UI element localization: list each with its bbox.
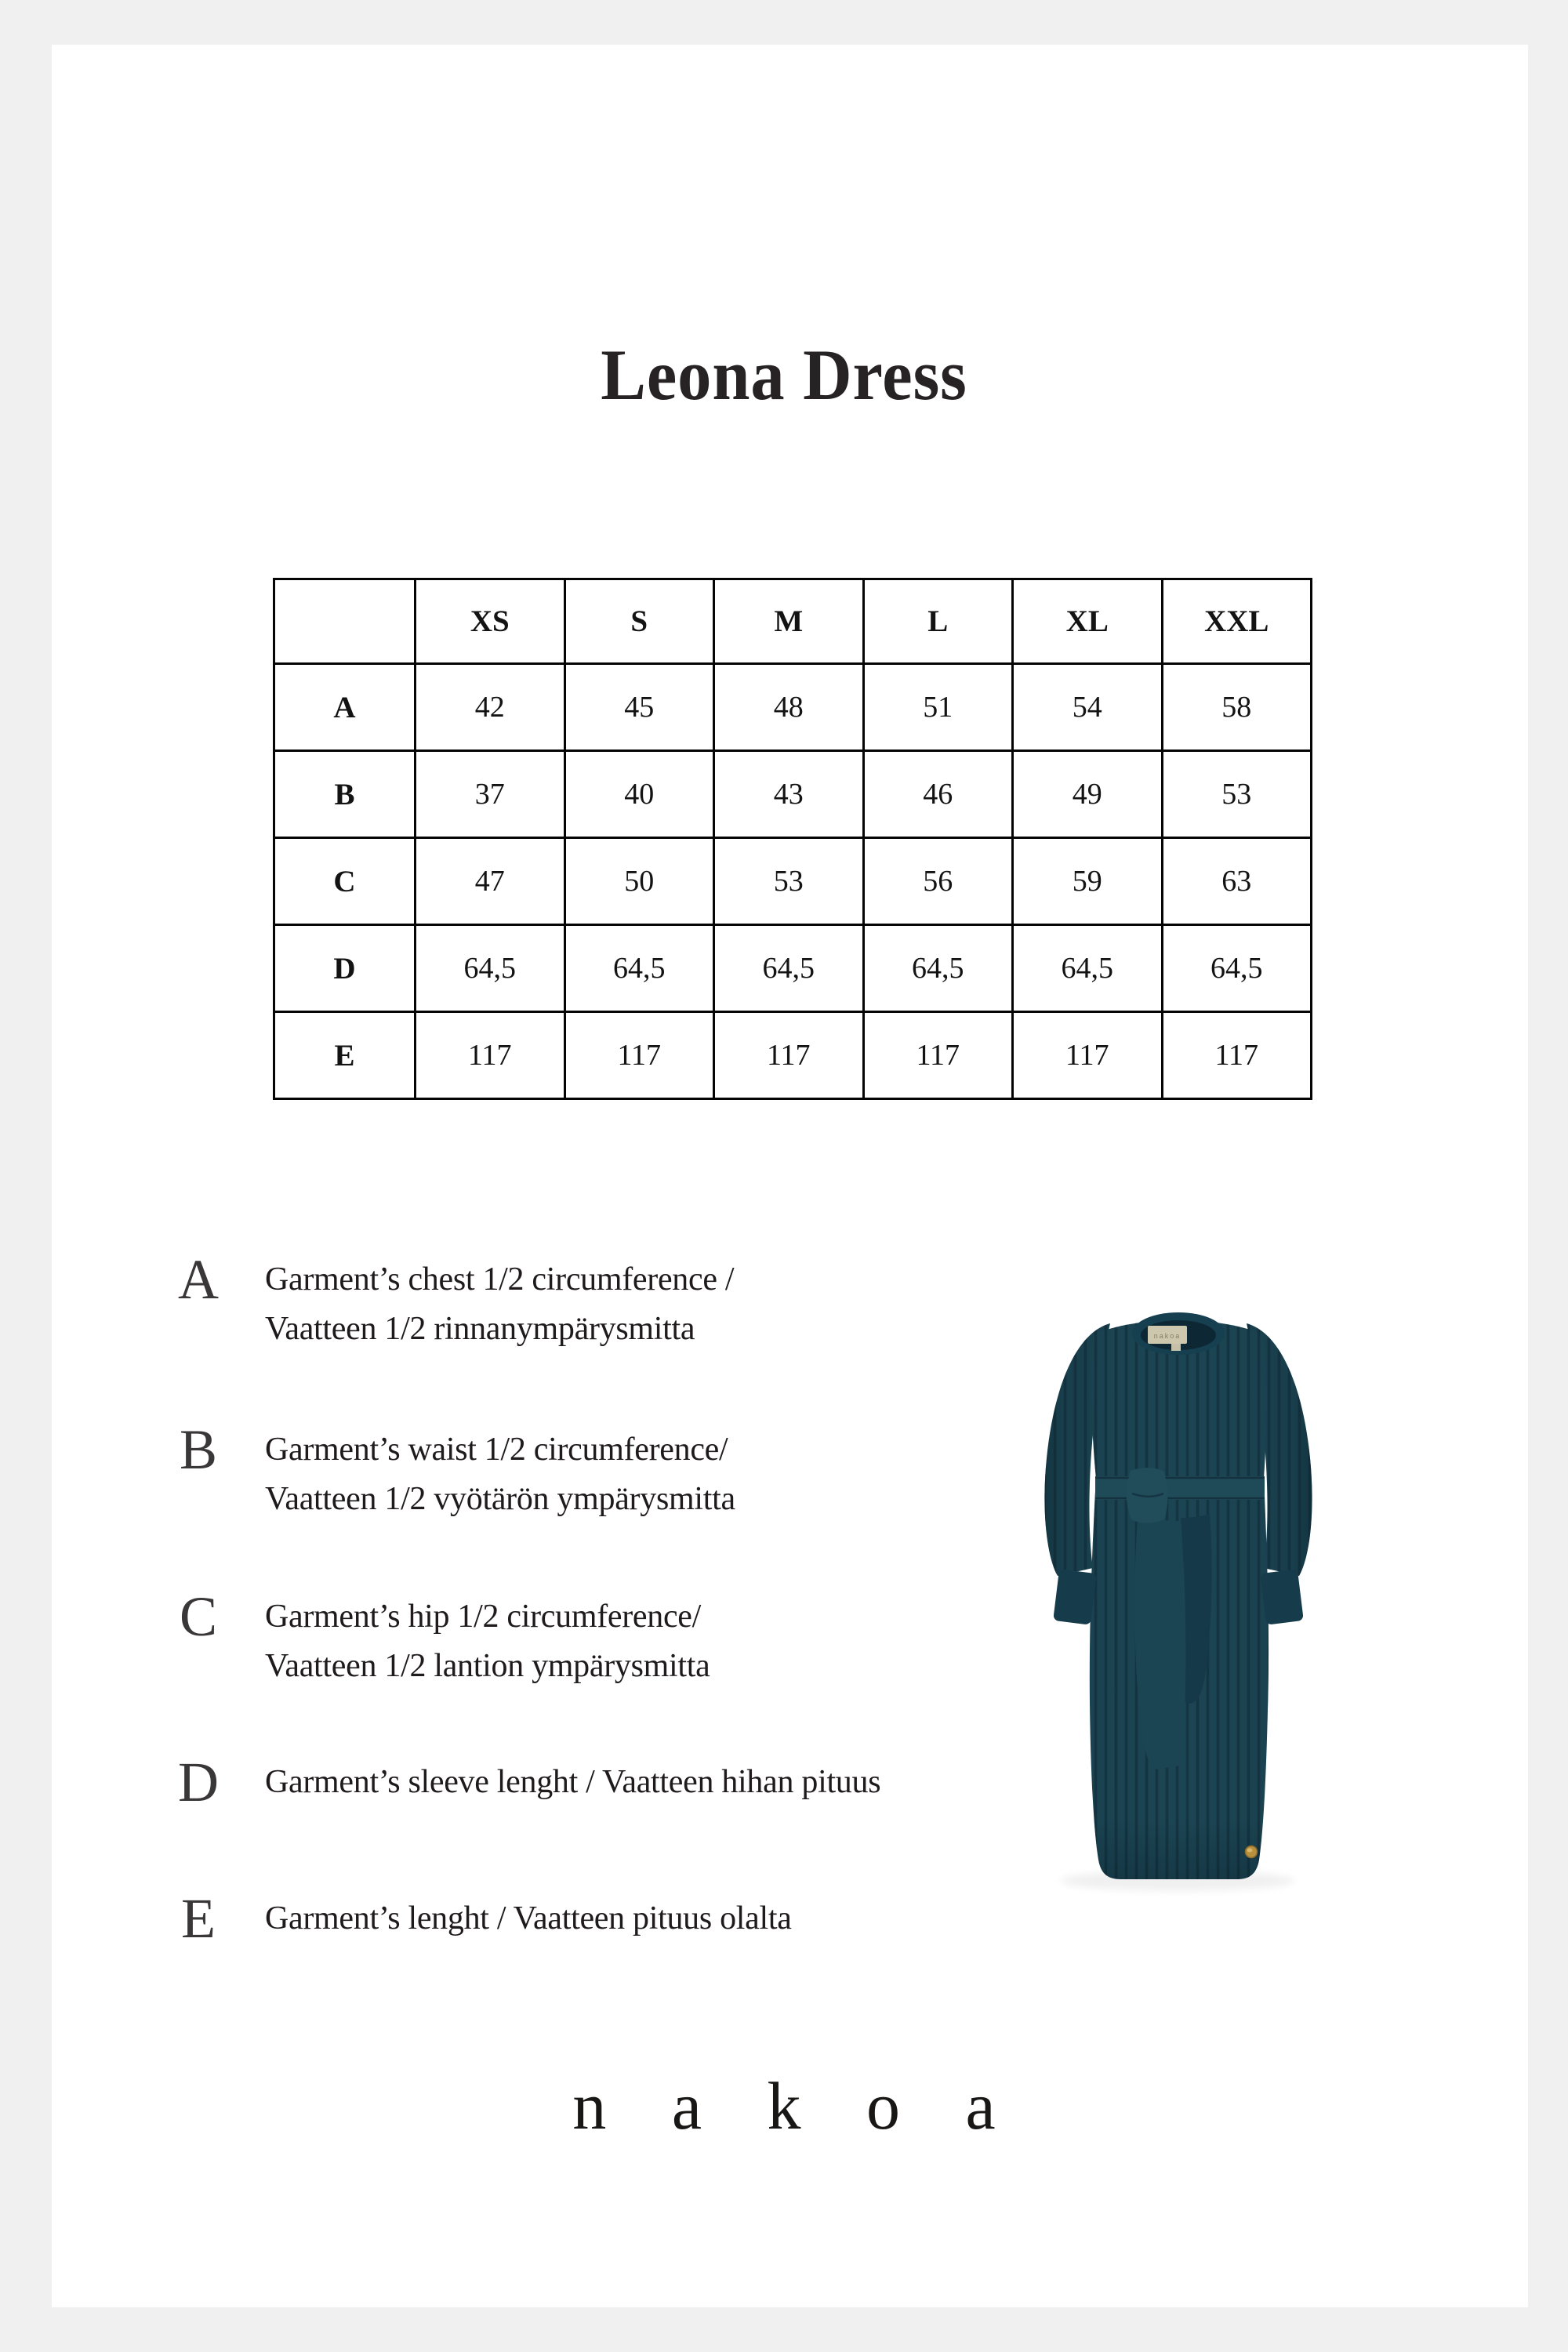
legend-letter: A	[178, 1248, 219, 1311]
size-value-cell: 51	[863, 664, 1013, 751]
legend-item-c	[161, 1585, 710, 1691]
size-value-cell: 64,5	[863, 925, 1013, 1012]
legend-letter: B	[179, 1418, 218, 1481]
size-value-cell: 56	[863, 838, 1013, 925]
dress-belt-tail-long	[1134, 1519, 1185, 1769]
size-value-cell: 43	[714, 751, 864, 838]
legend-description-line: Vaatteen 1/2 lantion ympärysmitta	[265, 1648, 710, 1684]
dress-belt-knot	[1127, 1468, 1168, 1523]
legend-item-d	[161, 1753, 880, 1811]
legend-description-line: Garment’s hip 1/2 circumference/	[265, 1599, 702, 1635]
legend-letter: D	[178, 1751, 219, 1813]
size-column-header: XL	[1013, 579, 1163, 664]
size-table-header-row	[274, 579, 1312, 664]
dress-illustration	[949, 1254, 1435, 1913]
collar-size-tag	[1171, 1344, 1181, 1351]
size-value-cell: 117	[1162, 1012, 1312, 1099]
legend-description	[265, 1753, 880, 1807]
size-value-cell: 117	[1013, 1012, 1163, 1099]
size-value-cell: 47	[416, 838, 565, 925]
size-value-cell: 117	[416, 1012, 565, 1099]
dress-cuff-right	[1260, 1569, 1304, 1624]
page-title: Leona Dress	[601, 335, 967, 415]
size-value-cell: 117	[863, 1012, 1013, 1099]
size-column-header: S	[564, 579, 714, 664]
collar-label-text: nakoa	[1153, 1332, 1181, 1340]
size-value-cell: 50	[564, 838, 714, 925]
measurement-letter-cell: D	[274, 925, 416, 1012]
product-photo	[949, 1254, 1435, 1913]
size-column-header: XS	[416, 579, 565, 664]
size-column-header: M	[714, 579, 864, 664]
legend-letter: E	[181, 1887, 216, 1950]
legend-description-line: Vaatteen 1/2 rinnanympärysmitta	[265, 1311, 695, 1347]
legend-description-line: Vaatteen 1/2 vyötärön ympärysmitta	[265, 1481, 735, 1517]
measurement-letter-cell: C	[274, 838, 416, 925]
legend-description	[265, 1250, 734, 1354]
size-value-cell: 63	[1162, 838, 1312, 925]
size-column-header: XXL	[1162, 579, 1312, 664]
size-value-cell: 64,5	[416, 925, 565, 1012]
legend-description	[265, 1421, 735, 1524]
size-table-row	[274, 664, 1312, 751]
size-column-header: L	[863, 579, 1013, 664]
measurement-letter-cell: A	[274, 664, 416, 751]
legend-item-b	[161, 1418, 735, 1524]
size-value-cell: 64,5	[1162, 925, 1312, 1012]
size-value-cell: 37	[416, 751, 565, 838]
measurement-letter-cell: E	[274, 1012, 416, 1099]
dress-cuff-left	[1053, 1569, 1097, 1624]
size-table-body	[274, 664, 1312, 1099]
measurement-letter-cell: B	[274, 751, 416, 838]
dress-belt	[1095, 1476, 1265, 1500]
size-value-cell: 117	[564, 1012, 714, 1099]
size-value-cell: 46	[863, 751, 1013, 838]
size-value-cell: 64,5	[714, 925, 864, 1012]
size-value-cell: 59	[1013, 838, 1163, 925]
size-value-cell: 42	[416, 664, 565, 751]
size-value-cell: 54	[1013, 664, 1163, 751]
size-value-cell: 117	[714, 1012, 864, 1099]
size-table	[273, 578, 1312, 1100]
legend-description-line: Garment’s waist 1/2 circumference/	[265, 1432, 728, 1468]
size-value-cell: 53	[714, 838, 864, 925]
legend-item-e	[161, 1887, 792, 1950]
size-table-row	[274, 838, 1312, 925]
size-value-cell: 49	[1013, 751, 1163, 838]
legend-description	[265, 1588, 710, 1691]
legend-description-line: Garment’s sleeve lenght / Vaatteen hihan pituus	[265, 1764, 881, 1800]
brand-wordmark: n a k o a	[572, 2068, 1020, 2143]
size-corner-cell	[274, 579, 416, 664]
size-value-cell: 45	[564, 664, 714, 751]
legend-item-a	[161, 1250, 734, 1354]
size-value-cell: 64,5	[1013, 925, 1163, 1012]
size-table-row	[274, 1012, 1312, 1099]
size-value-cell: 53	[1162, 751, 1312, 838]
legend-letter: C	[179, 1585, 218, 1648]
dress-hem-button	[1246, 1846, 1258, 1858]
size-value-cell: 40	[564, 751, 714, 838]
size-value-cell: 64,5	[564, 925, 714, 1012]
size-table-row	[274, 925, 1312, 1012]
size-value-cell: 58	[1162, 664, 1312, 751]
size-value-cell: 48	[714, 664, 864, 751]
size-table-row	[274, 751, 1312, 838]
legend-description-line: Garment’s chest 1/2 circumference /	[265, 1261, 735, 1298]
legend-description-line: Garment’s lenght / Vaatteen pituus olalta	[265, 1900, 792, 1936]
legend-description	[265, 1889, 792, 1944]
